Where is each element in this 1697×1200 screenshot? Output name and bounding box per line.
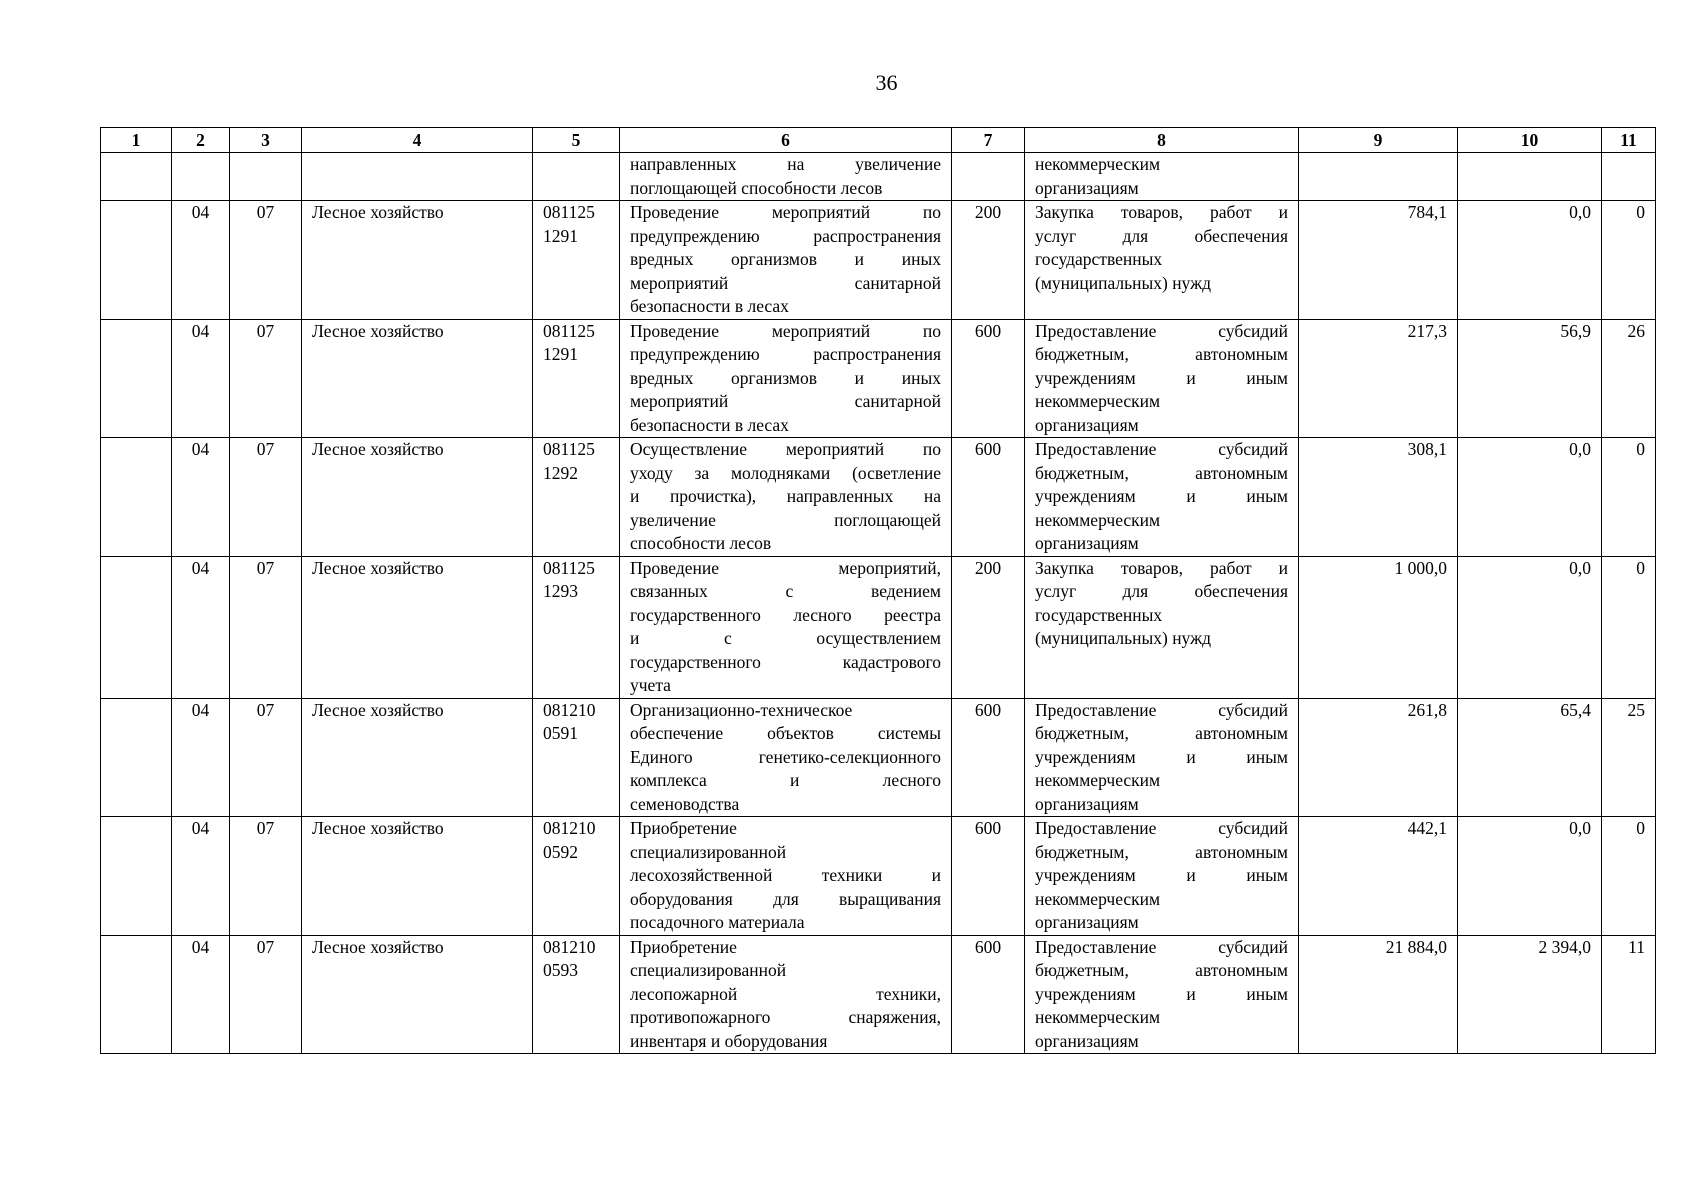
cell-program-name-line: поглощающей способности лесов: [630, 177, 883, 198]
cell-target-code: [533, 319, 620, 438]
cell-program-name: [620, 153, 952, 201]
cell-target-code: [533, 438, 620, 557]
cell-col11-percent: 11: [1602, 935, 1656, 1054]
cell-subsection: 07: [230, 817, 302, 936]
cell-col10-amount: 56,9: [1458, 319, 1602, 438]
cell-col10-amount: 0,0: [1458, 817, 1602, 936]
cell-program-name: [620, 935, 952, 1054]
column-header-9: 9: [1299, 128, 1458, 153]
cell-target-code: [533, 201, 620, 320]
cell-expense-type-name-line: учреждениям и иным: [1035, 367, 1288, 388]
cell-col11-percent: 26: [1602, 319, 1656, 438]
cell-expense-type: 600: [952, 698, 1025, 817]
cell-section: 04: [172, 698, 230, 817]
cell-target-code: [533, 817, 620, 936]
cell-expense-type-name-line: некоммерческим: [1035, 1007, 1161, 1027]
cell-expense-type-name-line: учреждениям и иным: [1035, 746, 1288, 767]
cell-col10-amount: 65,4: [1458, 698, 1602, 817]
cell-target-code-line: 081125: [543, 439, 595, 459]
cell-expense-type-name-line: организациям: [1035, 414, 1139, 435]
cell-section: 04: [172, 201, 230, 320]
cell-expense-type-name: [1025, 817, 1299, 936]
cell-expense-type-name: [1025, 698, 1299, 817]
cell-program-name-line: инвентаря и оборудования: [630, 1030, 828, 1051]
cell-expense-type: 600: [952, 817, 1025, 936]
cell-expense-type-name-line: бюджетным, автономным: [1035, 841, 1288, 862]
cell-section: 04: [172, 438, 230, 557]
cell-target-code-line: 081210: [543, 936, 596, 957]
cell-section-name: Лесное хозяйство: [302, 438, 533, 557]
cell-col1: [101, 817, 172, 936]
cell-section-name: Лесное хозяйство: [302, 556, 533, 698]
cell-expense-type-name-line: некоммерческим: [1035, 770, 1161, 790]
cell-col9-amount: 442,1: [1299, 817, 1458, 936]
cell-program-name-line: учета: [630, 675, 671, 695]
cell-target-code: [533, 556, 620, 698]
cell-section-name: Лесное хозяйство: [302, 319, 533, 438]
cell-col1: [101, 201, 172, 320]
cell-col9-amount: 784,1: [1299, 201, 1458, 320]
cell-expense-type-name-line: учреждениям и иным: [1035, 865, 1288, 885]
cell-col11-percent: 0: [1602, 438, 1656, 557]
cell-expense-type-name-line: услуг для обеспечения: [1035, 225, 1288, 246]
cell-col10-amount: 0,0: [1458, 201, 1602, 320]
cell-target-code-line: 0592: [543, 841, 578, 862]
table-row: [101, 319, 1656, 438]
cell-section-name: Лесное хозяйство: [302, 698, 533, 817]
cell-subsection: 07: [230, 319, 302, 438]
cell-col1: [101, 698, 172, 817]
cell-program-name-line: Организационно-техническое: [630, 699, 853, 720]
cell-program-name-line: лесопожарной техники,: [630, 983, 941, 1004]
cell-expense-type-name-line: бюджетным, автономным: [1035, 960, 1288, 980]
cell-expense-type-name-line: государственных: [1035, 249, 1163, 269]
cell-col11-percent: [1602, 153, 1656, 201]
cell-program-name: [620, 817, 952, 936]
cell-expense-type-name-line: Предоставление субсидий: [1035, 818, 1288, 838]
cell-expense-type-name-line: Закупка товаров, работ и: [1035, 202, 1288, 222]
cell-expense-type-name-line: Предоставление субсидий: [1035, 320, 1288, 341]
cell-expense-type-name-line: Предоставление субсидий: [1035, 439, 1288, 459]
cell-program-name-line: Проведение мероприятий по: [630, 320, 941, 341]
cell-program-name-line: безопасности в лесах: [630, 296, 789, 316]
cell-program-name: [620, 438, 952, 557]
cell-program-name-line: государственного лесного реестра: [630, 604, 941, 625]
table-row: [101, 817, 1656, 936]
cell-col9-amount: 217,3: [1299, 319, 1458, 438]
column-header-5: 5: [533, 128, 620, 153]
cell-subsection: 07: [230, 201, 302, 320]
cell-program-name-line: предупреждению распространения: [630, 344, 941, 364]
cell-col1: [101, 153, 172, 201]
column-header-7: 7: [952, 128, 1025, 153]
cell-col9-amount: 261,8: [1299, 698, 1458, 817]
cell-program-name-line: специализированной: [630, 841, 787, 862]
cell-program-name-line: направленных на увеличение: [630, 154, 941, 174]
cell-program-name-line: Приобретение: [630, 936, 737, 957]
cell-section: 04: [172, 935, 230, 1054]
column-header-4: 4: [302, 128, 533, 153]
cell-expense-type-name: [1025, 438, 1299, 557]
table-row: [101, 935, 1656, 1054]
cell-expense-type-name: [1025, 935, 1299, 1054]
table-row: [101, 556, 1656, 698]
cell-expense-type-name: [1025, 201, 1299, 320]
cell-col11-percent: 25: [1602, 698, 1656, 817]
cell-expense-type-name-line: Предоставление субсидий: [1035, 936, 1288, 957]
cell-expense-type-name-line: некоммерческим: [1035, 391, 1161, 411]
cell-program-name-line: уходу за молодняками (осветление: [630, 462, 941, 483]
cell-program-name: [620, 201, 952, 320]
column-header-11: 11: [1602, 128, 1656, 153]
cell-expense-type-name-line: учреждениям и иным: [1035, 486, 1288, 506]
cell-expense-type-name-line: организациям: [1035, 793, 1139, 814]
cell-program-name-line: вредных организмов и иных: [630, 367, 941, 388]
cell-target-code-line: 081210: [543, 818, 596, 838]
cell-col1: [101, 556, 172, 698]
cell-expense-type-name-line: организациям: [1035, 1030, 1139, 1051]
cell-program-name-line: обеспечение объектов системы: [630, 723, 941, 743]
cell-target-code: [533, 935, 620, 1054]
table-row: [101, 201, 1656, 320]
cell-expense-type-name-line: некоммерческим: [1035, 509, 1161, 530]
cell-section-name: Лесное хозяйство: [302, 935, 533, 1054]
cell-col11-percent: 0: [1602, 817, 1656, 936]
cell-program-name-line: мероприятий санитарной: [630, 391, 941, 411]
cell-expense-type-name-line: (муниципальных) нужд: [1035, 272, 1212, 293]
cell-target-code: [533, 698, 620, 817]
cell-subsection: 07: [230, 438, 302, 557]
page-number: 36: [875, 70, 898, 95]
cell-expense-type-name-line: бюджетным, автономным: [1035, 462, 1288, 483]
table-row: [101, 153, 1656, 201]
table-header-row: [101, 128, 1656, 153]
cell-col1: [101, 319, 172, 438]
cell-program-name-line: Проведение мероприятий,: [630, 557, 941, 578]
table-row: [101, 438, 1656, 557]
cell-program-name-line: увеличение поглощающей: [630, 509, 941, 530]
cell-program-name: [620, 556, 952, 698]
cell-program-name: [620, 319, 952, 438]
cell-expense-type-name-line: Предоставление субсидий: [1035, 699, 1288, 720]
cell-program-name-line: комплекса и лесного: [630, 770, 941, 790]
cell-program-name-line: посадочного материала: [630, 912, 805, 932]
cell-col11-percent: 0: [1602, 556, 1656, 698]
cell-program-name-line: семеноводства: [630, 793, 740, 814]
cell-target-code: [533, 153, 620, 201]
cell-expense-type-name: [1025, 319, 1299, 438]
cell-col10-amount: 0,0: [1458, 438, 1602, 557]
cell-subsection: 07: [230, 556, 302, 698]
cell-expense-type-name: [1025, 153, 1299, 201]
column-header-2: 2: [172, 128, 230, 153]
cell-section: 04: [172, 556, 230, 698]
cell-expense-type: 600: [952, 438, 1025, 557]
cell-col9-amount: [1299, 153, 1458, 201]
column-header-6: 6: [620, 128, 952, 153]
cell-expense-type: 600: [952, 935, 1025, 1054]
cell-expense-type: 200: [952, 201, 1025, 320]
cell-program-name-line: противопожарного снаряжения,: [630, 1007, 941, 1027]
cell-section: 04: [172, 817, 230, 936]
cell-expense-type-name-line: услуг для обеспечения: [1035, 581, 1288, 601]
cell-col9-amount: 308,1: [1299, 438, 1458, 557]
column-header-10: 10: [1458, 128, 1602, 153]
cell-program-name-line: лесохозяйственной техники и: [630, 865, 941, 885]
cell-section-name: [302, 153, 533, 201]
cell-program-name-line: Единого генетико-селекционного: [630, 746, 941, 767]
cell-program-name-line: Осуществление мероприятий по: [630, 439, 941, 459]
cell-program-name-line: вредных организмов и иных: [630, 249, 941, 269]
cell-program-name-line: связанных с ведением: [630, 581, 941, 601]
cell-col10-amount: 0,0: [1458, 556, 1602, 698]
cell-expense-type: [952, 153, 1025, 201]
cell-expense-type: 200: [952, 556, 1025, 698]
cell-target-code-line: 0593: [543, 960, 578, 980]
cell-expense-type-name-line: некоммерческим: [1035, 888, 1161, 909]
budget-table: [100, 127, 1656, 1054]
cell-expense-type: 600: [952, 319, 1025, 438]
cell-col9-amount: 21 884,0: [1299, 935, 1458, 1054]
cell-program-name-line: предупреждению распространения: [630, 225, 941, 246]
cell-target-code-line: 1291: [543, 225, 578, 246]
cell-expense-type-name-line: организациям: [1035, 533, 1139, 553]
cell-expense-type-name-line: (муниципальных) нужд: [1035, 628, 1212, 648]
cell-expense-type-name-line: бюджетным, автономным: [1035, 723, 1288, 743]
cell-program-name-line: и прочистка), направленных на: [630, 486, 941, 506]
cell-program-name-line: Приобретение: [630, 818, 737, 838]
cell-target-code-line: 081125: [543, 557, 595, 578]
cell-expense-type-name-line: учреждениям и иным: [1035, 983, 1288, 1004]
cell-expense-type-name-line: некоммерческим: [1035, 154, 1161, 174]
cell-subsection: [230, 153, 302, 201]
cell-target-code-line: 1292: [543, 462, 578, 483]
cell-subsection: 07: [230, 698, 302, 817]
column-header-3: 3: [230, 128, 302, 153]
cell-program-name-line: специализированной: [630, 960, 787, 980]
cell-expense-type-name-line: бюджетным, автономным: [1035, 344, 1288, 364]
cell-program-name-line: безопасности в лесах: [630, 414, 789, 435]
cell-section: [172, 153, 230, 201]
cell-target-code-line: 081125: [543, 320, 595, 341]
cell-target-code-line: 1293: [543, 581, 578, 601]
cell-subsection: 07: [230, 935, 302, 1054]
column-header-1: 1: [101, 128, 172, 153]
table-body: [101, 153, 1656, 1054]
cell-section: 04: [172, 319, 230, 438]
column-header-8: 8: [1025, 128, 1299, 153]
cell-expense-type-name-line: Закупка товаров, работ и: [1035, 557, 1288, 578]
cell-col1: [101, 935, 172, 1054]
cell-section-name: Лесное хозяйство: [302, 817, 533, 936]
cell-target-code-line: 1291: [543, 344, 578, 364]
cell-target-code-line: 0591: [543, 723, 578, 743]
cell-program-name-line: Проведение мероприятий по: [630, 202, 941, 222]
cell-col11-percent: 0: [1602, 201, 1656, 320]
cell-section-name: Лесное хозяйство: [302, 201, 533, 320]
cell-target-code-line: 081125: [543, 202, 595, 222]
cell-expense-type-name-line: организациям: [1035, 912, 1139, 932]
cell-program-name-line: оборудования для выращивания: [630, 888, 941, 909]
cell-col9-amount: 1 000,0: [1299, 556, 1458, 698]
cell-col10-amount: [1458, 153, 1602, 201]
cell-program-name-line: способности лесов: [630, 533, 772, 553]
cell-program-name-line: государственного кадастрового: [630, 651, 941, 672]
cell-expense-type-name-line: организациям: [1035, 177, 1139, 198]
table-row: [101, 698, 1656, 817]
cell-program-name-line: мероприятий санитарной: [630, 272, 941, 293]
cell-expense-type-name-line: государственных: [1035, 604, 1163, 625]
cell-col1: [101, 438, 172, 557]
cell-target-code-line: 081210: [543, 699, 596, 720]
cell-program-name: [620, 698, 952, 817]
cell-program-name-line: и с осуществлением: [630, 628, 941, 648]
cell-col10-amount: 2 394,0: [1458, 935, 1602, 1054]
cell-expense-type-name: [1025, 556, 1299, 698]
